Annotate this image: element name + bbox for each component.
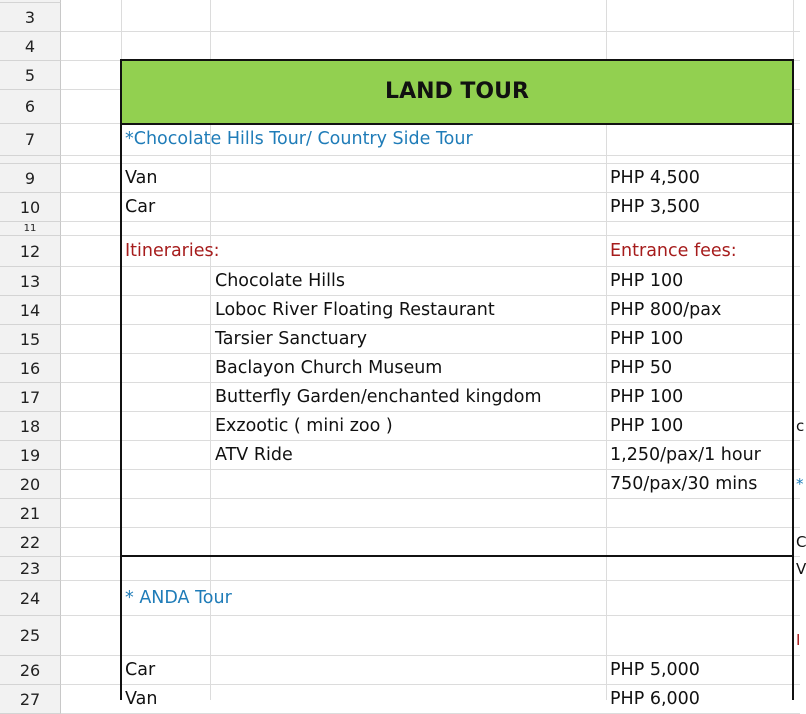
vehicle-car-price[interactable]: PHP 3,500: [610, 196, 700, 217]
itinerary-name[interactable]: Exzootic ( mini zoo ): [215, 415, 393, 436]
vehicle-van-2-price[interactable]: PHP 6,000: [610, 688, 700, 709]
itinerary-name[interactable]: Chocolate Hills: [215, 270, 345, 291]
itinerary-name[interactable]: Baclayon Church Museum: [215, 357, 443, 378]
row-header[interactable]: 5: [0, 61, 61, 90]
offscreen-cell-fragment: *: [796, 475, 804, 493]
row-header-strip: [0, 0, 61, 3]
itineraries-label[interactable]: Itineraries:: [125, 240, 220, 261]
vehicle-car[interactable]: Car: [125, 196, 156, 217]
itinerary-fee[interactable]: PHP 100: [610, 415, 684, 436]
row-header[interactable]: 24: [0, 581, 61, 616]
land-tour-title[interactable]: LAND TOUR: [385, 79, 529, 104]
vehicle-car-2[interactable]: Car: [125, 659, 156, 680]
gridline-row: [61, 31, 800, 32]
vehicle-van-2[interactable]: Van: [125, 688, 158, 709]
row-header[interactable]: 12: [0, 236, 61, 267]
box-right-border: [792, 59, 794, 700]
gridline-row: [61, 527, 800, 528]
entrance-fees-label[interactable]: Entrance fees:: [610, 240, 737, 261]
row-header[interactable]: 18: [0, 412, 61, 441]
row-header[interactable]: 17: [0, 383, 61, 412]
offscreen-cell-fragment: c: [796, 417, 805, 435]
row-header[interactable]: 27: [0, 685, 61, 714]
box-top-border: [121, 59, 793, 61]
itinerary-name[interactable]: Butterfly Garden/enchanted kingdom: [215, 386, 542, 407]
itinerary-name[interactable]: Tarsier Sanctuary: [215, 328, 367, 349]
row-header[interactable]: 6: [0, 90, 61, 124]
row-header[interactable]: 10: [0, 193, 61, 222]
box-divider-border: [121, 555, 793, 557]
offscreen-cell-fragment: I: [796, 631, 801, 649]
box-left-border: [120, 59, 122, 700]
row-header[interactable]: [0, 156, 61, 164]
section-chocolate-hills[interactable]: *Chocolate Hills Tour/ Country Side Tour: [125, 129, 473, 150]
row-header[interactable]: 26: [0, 656, 61, 685]
row-header[interactable]: 22: [0, 528, 61, 557]
row-header[interactable]: 25: [0, 616, 61, 656]
offscreen-cell-fragment: C: [796, 533, 806, 551]
row-header[interactable]: 3: [0, 3, 61, 32]
row-header[interactable]: 14: [0, 296, 61, 325]
row-header[interactable]: 21: [0, 499, 61, 528]
row-header[interactable]: 16: [0, 354, 61, 383]
gridline-col-a: [121, 0, 122, 60]
itinerary-fee[interactable]: PHP 100: [610, 270, 684, 291]
row-header[interactable]: 15: [0, 325, 61, 354]
row-header[interactable]: 11: [0, 222, 61, 236]
row-header[interactable]: 4: [0, 32, 61, 61]
row-header[interactable]: 7: [0, 124, 61, 156]
itinerary-fee[interactable]: 1,250/pax/1 hour: [610, 444, 761, 465]
section-anda-tour[interactable]: * ANDA Tour: [125, 587, 232, 608]
itinerary-fee[interactable]: PHP 50: [610, 357, 673, 378]
itinerary-fee[interactable]: PHP 800/pax: [610, 299, 722, 320]
row-header[interactable]: 19: [0, 441, 61, 470]
itinerary-name[interactable]: ATV Ride: [215, 444, 293, 465]
vehicle-van-price[interactable]: PHP 4,500: [610, 167, 700, 188]
row-header[interactable]: 9: [0, 164, 61, 193]
row-header[interactable]: 20: [0, 470, 61, 499]
row-header[interactable]: 13: [0, 267, 61, 296]
vehicle-van[interactable]: Van: [125, 167, 158, 188]
itinerary-fee[interactable]: PHP 100: [610, 328, 684, 349]
row-header[interactable]: 23: [0, 557, 61, 581]
vehicle-car-2-price[interactable]: PHP 5,000: [610, 659, 700, 680]
atv-extra-fee[interactable]: 750/pax/30 mins: [610, 473, 758, 494]
itinerary-name[interactable]: Loboc River Floating Restaurant: [215, 299, 495, 320]
offscreen-cell-fragment: V: [796, 559, 806, 578]
itinerary-fee[interactable]: PHP 100: [610, 386, 684, 407]
